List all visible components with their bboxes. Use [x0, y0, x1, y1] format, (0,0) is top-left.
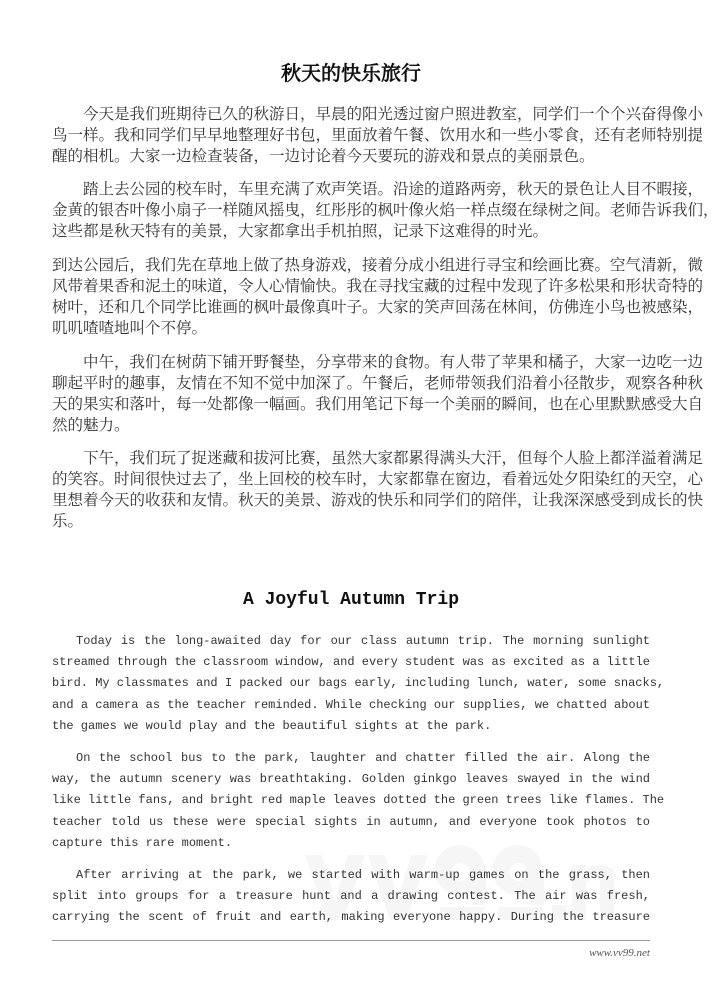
paragraph — [52, 865, 650, 929]
paragraph-line: streamed through the classroom window, and every student was as excited as a little — [52, 655, 650, 670]
chinese-title: 秋天的快乐旅行 — [281, 61, 421, 85]
paragraph — [52, 104, 704, 167]
paragraph-line: 然的魅力。 — [52, 416, 130, 434]
paragraph — [52, 255, 704, 339]
paragraph-line: 乐。 — [52, 512, 84, 530]
paragraph-line: split into groups for a treasure hunt and a drawing contest. The air was fresh, — [52, 889, 650, 904]
paragraph — [52, 179, 719, 242]
paragraph-line: 里想着今天的收获和友情。秋天的美景、游戏的快乐和同学们的陪伴，让我深深感受到成长的快 — [52, 491, 704, 509]
paragraph-line: teacher told us these were special sights in autumn, and everyone took photos to — [52, 814, 650, 829]
paragraph-line: Today is the long-awaited day for our class autumn trip. The morning sunlight — [76, 634, 650, 648]
paragraph-line: 金黄的银杏叶像小扇子一样随风摇曳，红彤彤的枫叶像火焰一样点缀在绿树之间。老师告诉我们， — [52, 201, 719, 219]
paragraph-line: 醒的相机。大家一边检查装备，一边讨论着今天要玩的游戏和景点的美丽景色。 — [52, 147, 595, 165]
footer-url: www.vv99.net — [589, 947, 650, 959]
paragraph-line: 的笑容。时间很快过去了，坐上回校的校车时，大家都靠在窗边，看着远处夕阳染红的天空，心 — [52, 470, 704, 488]
paragraph-line: 风带着果香和泥土的味道，令人心情愉快。我在寻找宝藏的过程中发现了许多松果和形状奇特的 — [52, 277, 704, 295]
paragraph-line: 今天是我们班期待已久的秋游日，早晨的阳光透过窗户照进教室，同学们一个个兴奋得像小 — [83, 105, 704, 123]
paragraph-line: 树叶，还和几个同学比谁画的枫叶最像真叶子。大家的笑声回荡在林间，仿佛连小鸟也被感染， — [52, 298, 704, 316]
paragraph — [52, 448, 704, 532]
paragraph-line: 这些都是秋天特有的美景，大家都拿出手机拍照，记录下这难得的时光。 — [52, 222, 549, 240]
paragraph — [52, 352, 704, 436]
english-title: A Joyful Autumn Trip — [242, 590, 460, 610]
paragraph-line: 踏上去公园的校车时，车里充满了欢声笑语。沿途的道路两旁，秋天的景色让人目不暇接， — [83, 180, 704, 198]
paragraph-line: capture this rare moment. — [52, 835, 233, 850]
paragraph-line: 聊起平时的趣事，友情在不知不觉中加深了。午餐后，老师带领我们沿着小径散步，观察各种秋 — [52, 374, 704, 392]
paragraph-line: 下午，我们玩了捉迷藏和拔河比赛，虽然大家都累得满头大汗，但每个人脸上都洋溢着满足 — [83, 449, 704, 467]
paragraph-line: carrying the scent of fruit and earth, making everyone happy. During the treasure — [52, 910, 650, 925]
paragraph — [52, 631, 665, 737]
paragraph-line: On the school bus to the park, laughter and chatter filled the air. Along the — [76, 751, 650, 765]
footer-divider — [52, 940, 650, 941]
paragraph-line: the games we would play and the beautiful sights at the park. — [52, 718, 492, 733]
paragraph-line: way, the autumn scenery was breathtaking. Golden ginkgo leaves swayed in the wind — [52, 772, 650, 787]
paragraph-line: and a camera as the teacher reminded. While checking our supplies, we chatted about — [52, 697, 650, 712]
paragraph-line: 鸟一样。我和同学们早早地整理好书包，里面放着午餐、饮用水和一些小零食，还有老师特别提 — [52, 126, 704, 144]
paragraph-line: 天的果实和落叶，每一处都像一幅画。我们用笔记下每一个美丽的瞬间，也在心里默默感受大自 — [52, 395, 704, 413]
paragraph-line: 到达公园后，我们先在草地上做了热身游戏，接着分成小组进行寻宝和绘画比赛。空气清新，微 — [52, 256, 704, 274]
paragraph-line: like little fans, and bright red maple leaves dotted the green trees like flames. The — [52, 793, 665, 808]
paragraph-line: bird. My classmates and I packed our bags early, including lunch, water, some snacks, — [52, 676, 665, 691]
paragraph-line: After arriving at the park, we started with warm-up games on the grass, then — [76, 868, 650, 882]
paragraph — [52, 748, 665, 854]
paragraph-line: 叽叽喳喳地叫个不停。 — [52, 319, 208, 337]
paragraph-line: 中午，我们在树荫下铺开野餐垫，分享带来的食物。有人带了苹果和橘子，大家一边吃一边 — [83, 353, 704, 371]
